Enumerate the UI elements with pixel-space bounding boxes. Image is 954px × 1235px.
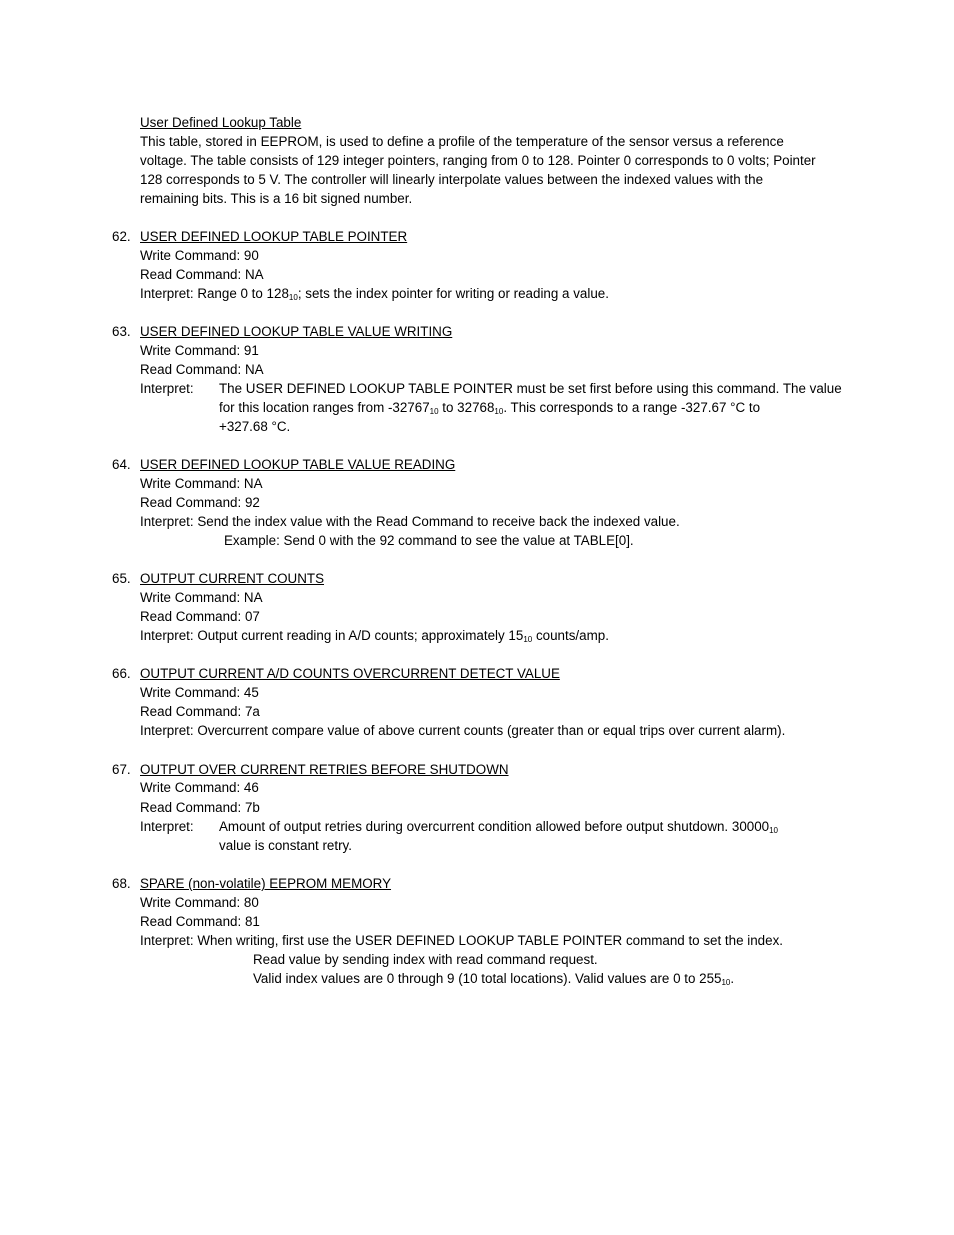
item-title: OUTPUT CURRENT A/D COUNTS OVERCURRENT DETECT VALUE	[140, 666, 560, 681]
read-command: Read Command: 92	[140, 495, 260, 510]
intro-line: voltage. The table consists of 129 integer pointers, ranging from 0 to 128. Pointer 0 corresponds to 0 volts; Pointer	[140, 153, 816, 168]
interpret-text: Range 0 to 128	[193, 286, 289, 301]
example-text: Example: Send 0 with the 92 command to see the value at TABLE[0].	[224, 533, 634, 548]
read-command: Read Command: 7b	[140, 800, 260, 815]
interpret-text: Output current reading in A/D counts; approximately 15	[193, 628, 524, 643]
interpret-line	[140, 512, 680, 531]
subscript-base: 10	[769, 826, 779, 835]
interpret-line	[140, 931, 783, 950]
write-command: Write Command: 46	[140, 780, 259, 795]
interpret-text-part: to 32768	[438, 400, 495, 415]
intro-title: User Defined Lookup Table	[140, 115, 302, 130]
item-title: OUTPUT CURRENT COUNTS	[140, 571, 325, 586]
interpret-label: Interpret:	[140, 819, 194, 834]
subscript-base: 10	[288, 293, 298, 302]
interpret-label: Interpret:	[140, 628, 194, 643]
read-command: Read Command: NA	[140, 267, 264, 282]
interpret-text: Read value by sending index with read command request.	[253, 952, 598, 967]
interpret-label: Interpret:	[140, 723, 194, 738]
interpret-text: Overcurrent compare value of above current counts (greater than or equal trips over current alarm).	[193, 723, 786, 738]
interpret-text	[219, 817, 778, 836]
interpret-text-part: Valid index values are 0 through 9 (10 total locations). Valid values are 0 to 255	[253, 971, 722, 986]
interpret-label: Interpret:	[140, 933, 194, 948]
interpret-line	[140, 284, 609, 303]
read-command: Read Command: NA	[140, 362, 264, 377]
write-command: Write Command: NA	[140, 590, 263, 605]
interpret-line	[140, 721, 785, 740]
item-title: OUTPUT OVER CURRENT RETRIES BEFORE SHUTDOWN	[140, 762, 509, 777]
item-number: 65.	[112, 571, 131, 586]
interpret-text: Send the index value with the Read Command to receive back the indexed value.	[193, 514, 680, 529]
interpret-text-part: . This corresponds to a range -327.67 °C to	[503, 400, 761, 415]
subscript-base: 10	[523, 635, 533, 644]
interpret-text: ; sets the index pointer for writing or reading a value.	[297, 286, 609, 301]
intro-line: 128 corresponds to 5 V. The controller will linearly interpolate values between the indexed values with the	[140, 172, 764, 187]
read-command: Read Command: 7a	[140, 704, 260, 719]
write-command: Write Command: 45	[140, 685, 259, 700]
item-number: 63.	[112, 324, 131, 339]
subscript-base: 10	[721, 978, 731, 987]
interpret-text: When writing, first use the USER DEFINED LOOKUP TABLE POINTER command to set the index.	[193, 933, 783, 948]
subscript-base: 10	[429, 407, 439, 416]
item-number: 62.	[112, 229, 131, 244]
read-command: Read Command: 81	[140, 914, 260, 929]
item-number: 66.	[112, 666, 131, 681]
item-title: SPARE (non-volatile) EEPROM MEMORY	[140, 876, 392, 891]
item-number: 68.	[112, 876, 131, 891]
interpret-text-part: Amount of output retries during overcurrent condition allowed before output shutdown. 30000	[219, 819, 770, 834]
item-number: 64.	[112, 457, 131, 472]
item-number: 67.	[112, 762, 131, 777]
interpret-text-part: for this location ranges from -32767	[219, 400, 430, 415]
interpret-text: The USER DEFINED LOOKUP TABLE POINTER must be set first before using this command. The value	[219, 381, 842, 396]
interpret-text: value is constant retry.	[219, 838, 352, 853]
write-command: Write Command: 80	[140, 895, 259, 910]
subscript-base: 10	[494, 407, 504, 416]
item-title: USER DEFINED LOOKUP TABLE VALUE WRITING	[140, 324, 453, 339]
intro-line: This table, stored in EEPROM, is used to define a profile of the temperature of the sensor versus a reference	[140, 134, 784, 149]
interpret-label: Interpret:	[140, 381, 194, 396]
interpret-label: Interpret:	[140, 286, 194, 301]
interpret-label: Interpret:	[140, 514, 194, 529]
item-title: USER DEFINED LOOKUP TABLE POINTER	[140, 229, 408, 244]
interpret-line	[140, 626, 609, 645]
interpret-text-part: .	[730, 971, 735, 986]
interpret-text	[253, 969, 734, 988]
read-command: Read Command: 07	[140, 609, 260, 624]
write-command: Write Command: 90	[140, 248, 259, 263]
interpret-text: counts/amp.	[532, 628, 609, 643]
item-title: USER DEFINED LOOKUP TABLE VALUE READING	[140, 457, 456, 472]
intro-line: remaining bits. This is a 16 bit signed number.	[140, 191, 413, 206]
write-command: Write Command: 91	[140, 343, 259, 358]
interpret-text	[219, 398, 760, 417]
write-command: Write Command: NA	[140, 476, 263, 491]
interpret-text: +327.68 °C.	[219, 419, 291, 434]
